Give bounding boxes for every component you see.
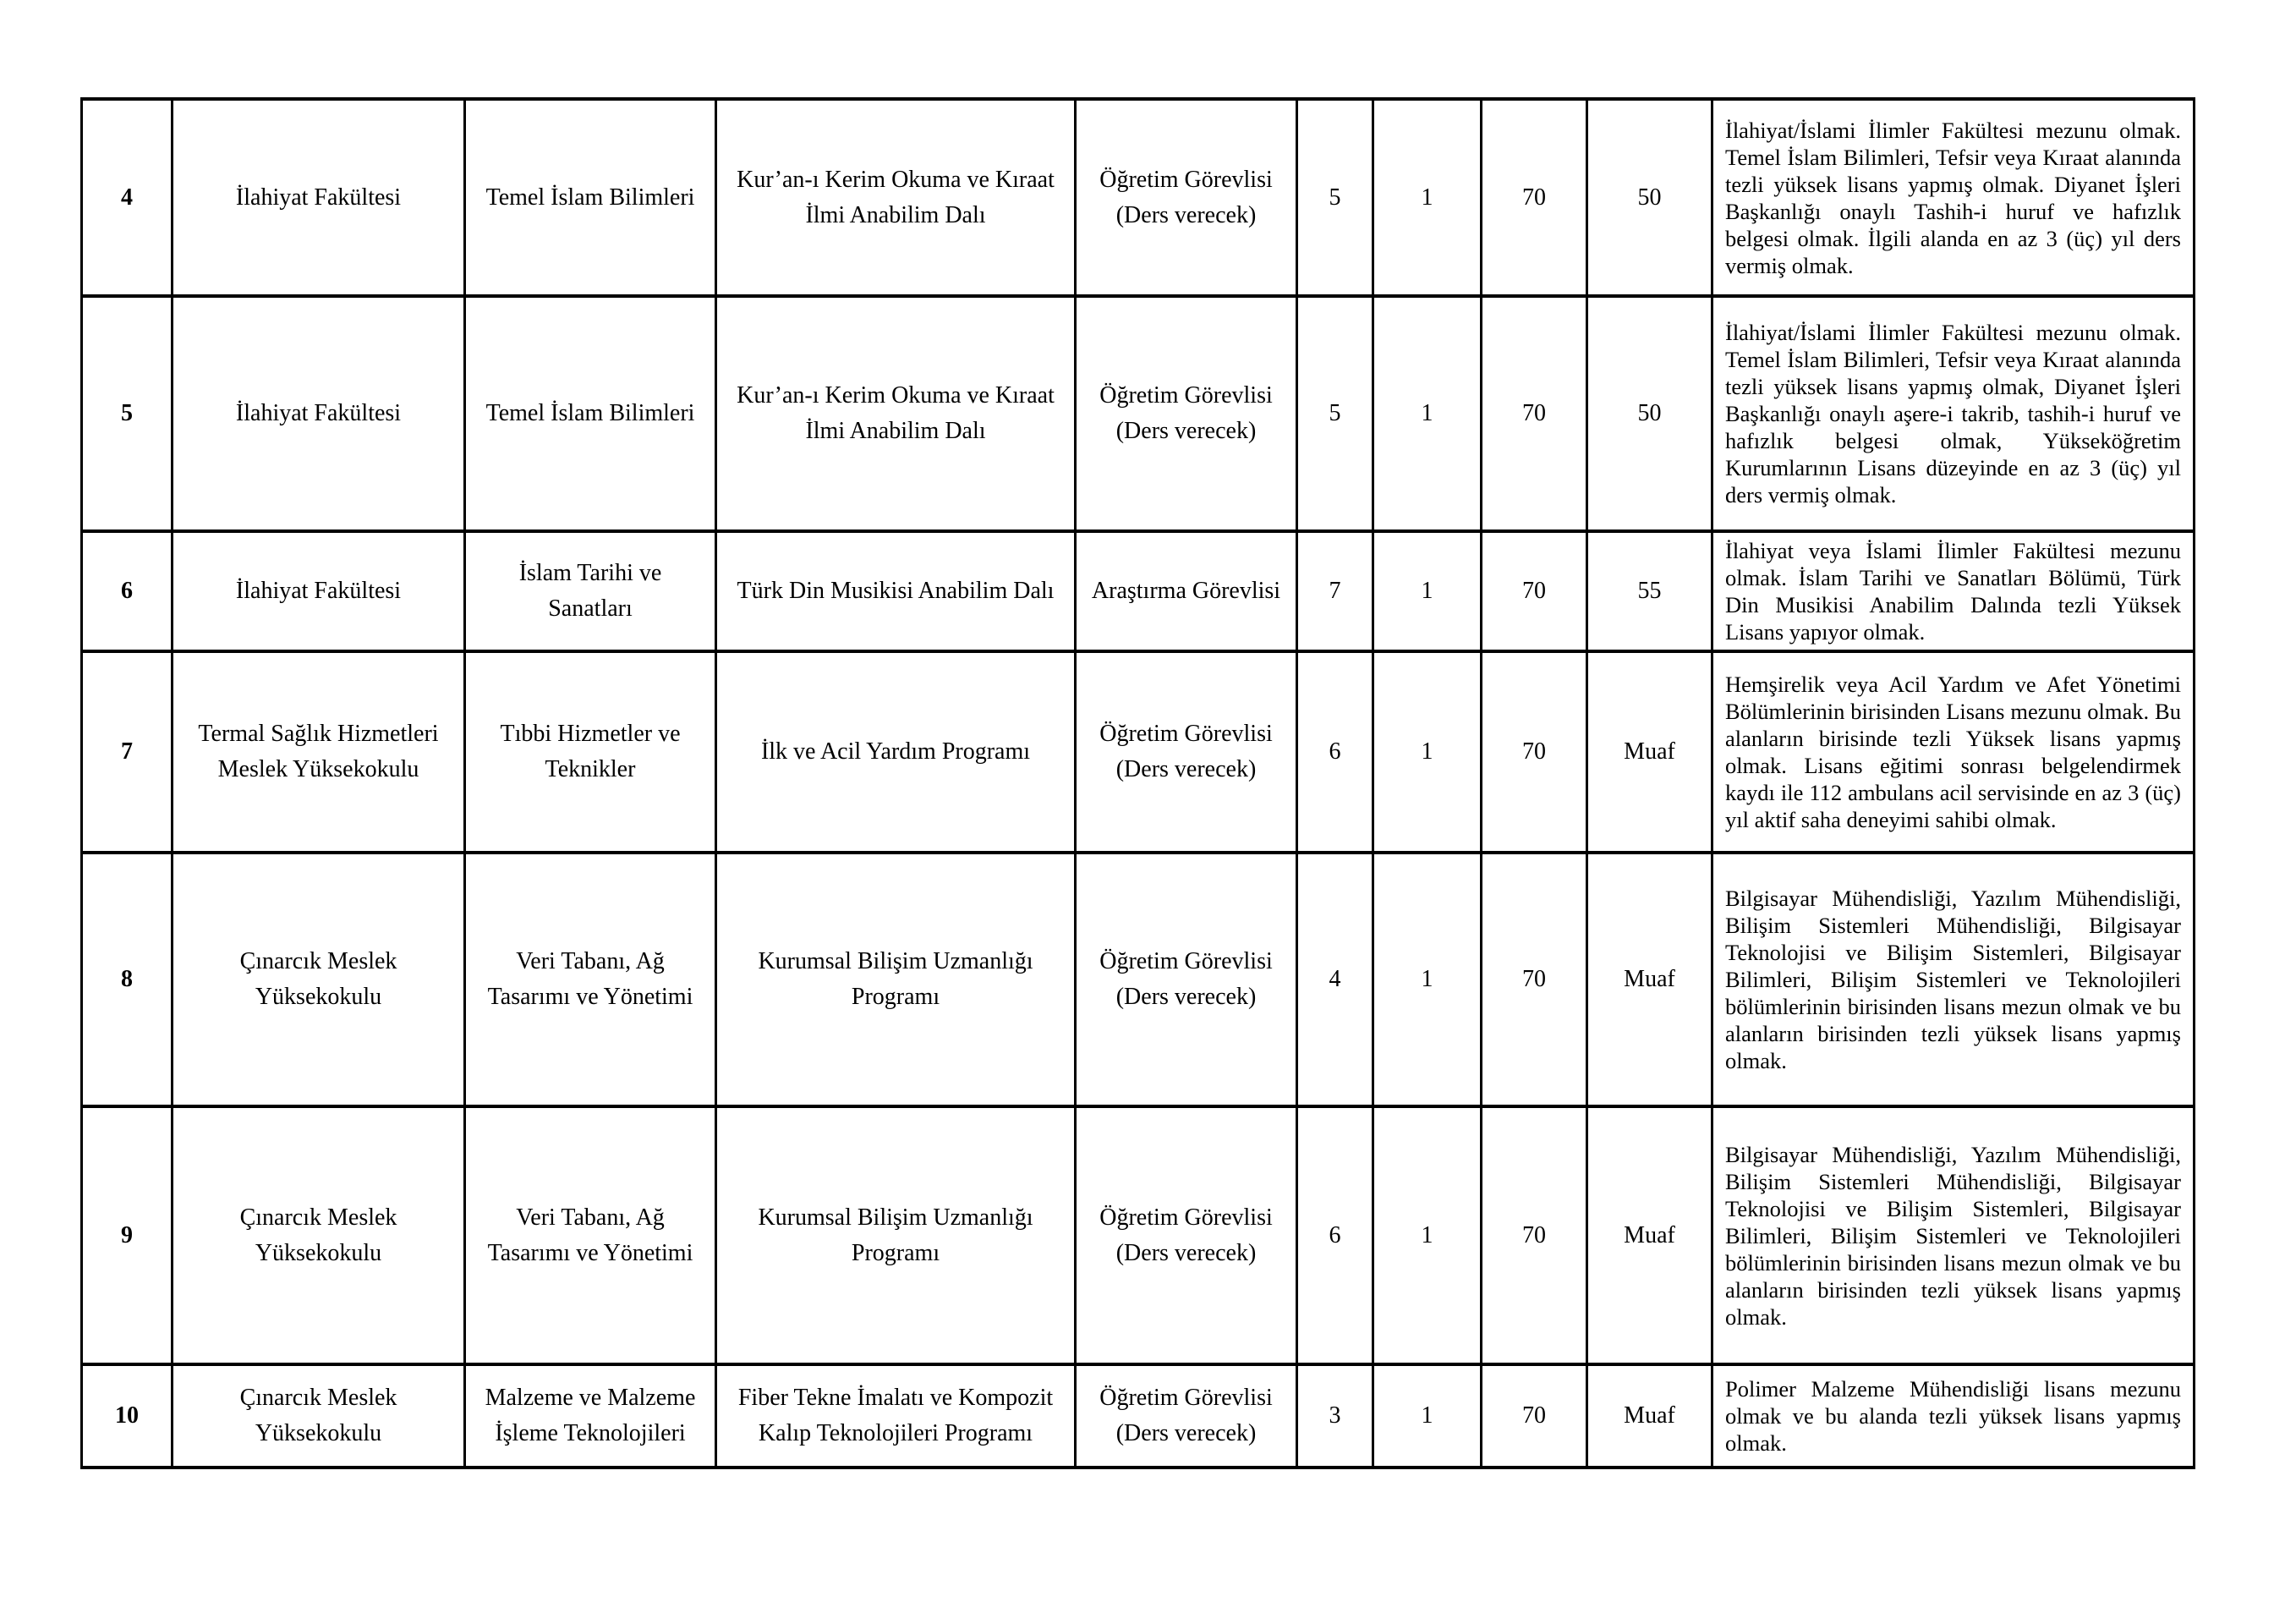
cell-department: Veri Tabanı, Ağ Tasarımı ve Yönetimi	[465, 853, 716, 1106]
job-postings-table	[80, 97, 2195, 1469]
cell-grade: 7	[1297, 531, 1373, 651]
cell-title: Öğretim Görevlisi (Ders verecek)	[1076, 99, 1297, 296]
cell-program: Türk Din Musikisi Anabilim Dalı	[716, 531, 1076, 651]
table-row	[82, 531, 2195, 651]
cell-department: Veri Tabanı, Ağ Tasarımı ve Yönetimi	[465, 1106, 716, 1364]
cell-ales: 70	[1482, 651, 1587, 853]
cell-program: Kur’an-ı Kerim Okuma ve Kıraat İlmi Anabilim Dalı	[716, 99, 1076, 296]
cell-program: Kurumsal Bilişim Uzmanlığı Programı	[716, 853, 1076, 1106]
table-row	[82, 1106, 2195, 1364]
cell-count: 1	[1373, 531, 1482, 651]
cell-unit: Termal Sağlık Hizmetleri Meslek Yüksekokulu	[173, 651, 465, 853]
cell-grade: 3	[1297, 1364, 1373, 1468]
cell-title: Öğretim Görevlisi (Ders verecek)	[1076, 296, 1297, 531]
cell-ales: 70	[1482, 1364, 1587, 1468]
cell-no: 6	[82, 531, 173, 651]
cell-count: 1	[1373, 296, 1482, 531]
cell-foreign-language: Muaf	[1587, 651, 1712, 853]
cell-unit: Çınarcık Meslek Yüksekokulu	[173, 853, 465, 1106]
cell-count: 1	[1373, 651, 1482, 853]
cell-title: Öğretim Görevlisi (Ders verecek)	[1076, 1106, 1297, 1364]
cell-count: 1	[1373, 853, 1482, 1106]
cell-title: Öğretim Görevlisi (Ders verecek)	[1076, 853, 1297, 1106]
cell-department: Temel İslam Bilimleri	[465, 296, 716, 531]
cell-unit: Çınarcık Meslek Yüksekokulu	[173, 1106, 465, 1364]
cell-program: Kurumsal Bilişim Uzmanlığı Programı	[716, 1106, 1076, 1364]
cell-foreign-language: Muaf	[1587, 1106, 1712, 1364]
cell-title: Öğretim Görevlisi (Ders verecek)	[1076, 651, 1297, 853]
cell-no: 9	[82, 1106, 173, 1364]
cell-grade: 5	[1297, 296, 1373, 531]
table-row	[82, 1364, 2195, 1468]
table-row	[82, 296, 2195, 531]
cell-unit: İlahiyat Fakültesi	[173, 531, 465, 651]
cell-foreign-language: Muaf	[1587, 1364, 1712, 1468]
table-row	[82, 651, 2195, 853]
cell-department: Tıbbi Hizmetler ve Teknikler	[465, 651, 716, 853]
cell-title: Öğretim Görevlisi (Ders verecek)	[1076, 1364, 1297, 1468]
cell-program: Fiber Tekne İmalatı ve Kompozit Kalıp Teknolojileri Programı	[716, 1364, 1076, 1468]
table-body	[82, 99, 2195, 1468]
cell-no: 10	[82, 1364, 173, 1468]
cell-requirements: Bilgisayar Mühendisliği, Yazılım Mühendisliği, Bilişim Sistemleri Mühendisliği, Bilgisayar Teknolojisi ve Bilişim Sistemleri, Bilgisayar Bilimleri, Bilişim Sistemleri ve Teknolojileri bölümlerinin birisinden lisans mezun olmak ve bu alanların birisinden tezli yüksek lisans yapmış olmak.	[1712, 853, 2195, 1106]
cell-no: 7	[82, 651, 173, 853]
cell-unit: İlahiyat Fakültesi	[173, 296, 465, 531]
cell-ales: 70	[1482, 296, 1587, 531]
cell-requirements: Bilgisayar Mühendisliği, Yazılım Mühendisliği, Bilişim Sistemleri Mühendisliği, Bilgisayar Teknolojisi ve Bilişim Sistemleri, Bilgisayar Bilimleri, Bilişim Sistemleri ve Teknolojileri bölümlerinin birisinden lisans mezun olmak ve bu alanların birisinden tezli yüksek lisans yapmış olmak.	[1712, 1106, 2195, 1364]
cell-foreign-language: 55	[1587, 531, 1712, 651]
cell-no: 5	[82, 296, 173, 531]
cell-grade: 6	[1297, 651, 1373, 853]
cell-ales: 70	[1482, 99, 1587, 296]
cell-ales: 70	[1482, 853, 1587, 1106]
cell-foreign-language: 50	[1587, 99, 1712, 296]
cell-unit: İlahiyat Fakültesi	[173, 99, 465, 296]
table-row	[82, 853, 2195, 1106]
cell-requirements: İlahiyat/İslami İlimler Fakültesi mezunu olmak. Temel İslam Bilimleri, Tefsir veya Kıraat alanında tezli yüksek lisans yapmış olmak. Diyanet İşleri Başkanlığı onaylı Tashih-i huruf ve hafızlık belgesi olmak. İlgili alanda en az 3 (üç) yıl ders vermiş olmak.	[1712, 99, 2195, 296]
cell-requirements: Polimer Malzeme Mühendisliği lisans mezunu olmak ve bu alanda tezli yüksek lisans yapmış olmak.	[1712, 1364, 2195, 1468]
cell-requirements: İlahiyat/İslami İlimler Fakültesi mezunu olmak. Temel İslam Bilimleri, Tefsir veya Kıraat alanında tezli yüksek lisans yapmış olmak, Diyanet İşleri Başkanlığı onaylı aşere-i takrib, tashih-i huruf ve hafızlık belgesi olmak, Yükseköğretim Kurumlarının Lisans düzeyinde en az 3 (üç) yıl ders vermiş olmak.	[1712, 296, 2195, 531]
cell-grade: 6	[1297, 1106, 1373, 1364]
cell-unit: Çınarcık Meslek Yüksekokulu	[173, 1364, 465, 1468]
cell-program: İlk ve Acil Yardım Programı	[716, 651, 1076, 853]
cell-ales: 70	[1482, 1106, 1587, 1364]
cell-foreign-language: Muaf	[1587, 853, 1712, 1106]
cell-grade: 4	[1297, 853, 1373, 1106]
cell-no: 8	[82, 853, 173, 1106]
cell-department: İslam Tarihi ve Sanatları	[465, 531, 716, 651]
cell-requirements: İlahiyat veya İslami İlimler Fakültesi mezunu olmak. İslam Tarihi ve Sanatları Bölümü, Türk Din Musikisi Anabilim Dalında tezli Yüksek Lisans yapıyor olmak.	[1712, 531, 2195, 651]
cell-requirements: Hemşirelik veya Acil Yardım ve Afet Yönetimi Bölümlerinin birisinden Lisans mezunu olmak. Bu alanların birisinde tezli Yüksek lisans yapmış olmak. Lisans eğitimi sonrası belgelendirmek kaydı ile 112 ambulans acil servisinde en az 3 (üç) yıl aktif saha deneyimi sahibi olmak.	[1712, 651, 2195, 853]
cell-department: Temel İslam Bilimleri	[465, 99, 716, 296]
cell-program: Kur’an-ı Kerim Okuma ve Kıraat İlmi Anabilim Dalı	[716, 296, 1076, 531]
cell-title: Araştırma Görevlisi	[1076, 531, 1297, 651]
table-row	[82, 99, 2195, 296]
cell-ales: 70	[1482, 531, 1587, 651]
cell-count: 1	[1373, 1364, 1482, 1468]
cell-department: Malzeme ve Malzeme İşleme Teknolojileri	[465, 1364, 716, 1468]
cell-grade: 5	[1297, 99, 1373, 296]
cell-count: 1	[1373, 1106, 1482, 1364]
cell-foreign-language: 50	[1587, 296, 1712, 531]
cell-count: 1	[1373, 99, 1482, 296]
cell-no: 4	[82, 99, 173, 296]
